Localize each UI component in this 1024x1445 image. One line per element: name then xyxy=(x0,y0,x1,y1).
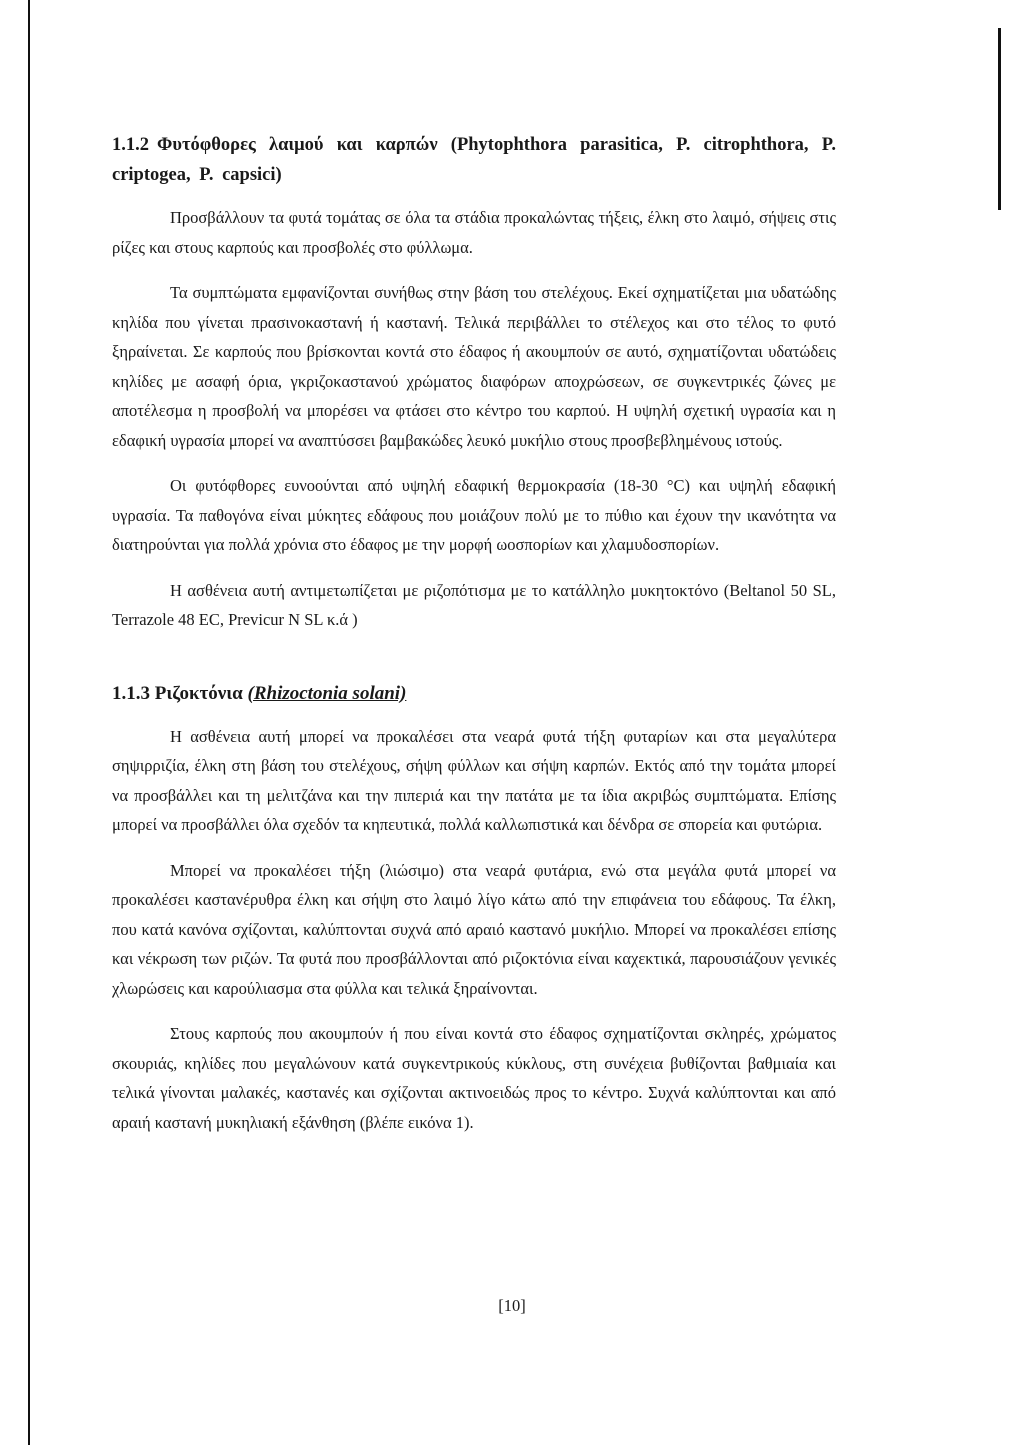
paragraph: Προσβάλλουν τα φυτά τομάτας σε όλα τα στάδια προκαλώντας τήξεις, έλκη στο λαιμό, σήψεις στις ρίζες και στους καρπούς και προσβολές στο φύλλωμα. xyxy=(112,208,836,257)
paragraph: Μπορεί να προκαλέσει τήξη (λιώσιμο) στα νεαρά φυτάρια, ενώ στα μεγάλα φυτά μπορεί να προκαλέσει καστανέρυθρα έλκη και σήψη στο λαιμό λίγο κάτω από την επιφάνεια του εδάφους. Τα έλκη, που κατά κανόνα σχίζονται, καλύπτονται συχνά από αραιό καστανό μυκήλιο. Μπορεί να προκαλέσει επίσης και νέκρωση των ριζών. Τα φυτά που προσβάλλονται από ριζοκτόνια είναι καχεκτικά, παρουσιάζουν γενικές χλωρώσεις και καρούλιασμα στα φύλλα και τελικά ξηραίνονται. xyxy=(112,860,836,998)
paragraph: Οι φυτόφθορες ευνοούνται από υψηλή εδαφική θερμοκρασία (18-30 °C) και υψηλή εδαφική υγρασία. Τα παθογόνα είναι μύκητες εδάφους που μοιάζουν πολύ με το πύθιο και έχουν την ικανότητα να διατηρούνται για πολλά χρόνια στο έδαφος με την μορφή ωοσπορίων και χλαμυδοσπορίων. xyxy=(112,476,836,554)
paragraph: Στους καρπούς που ακουμπούν ή που είναι κοντά στο έδαφος σχηματίζονται σκληρές, χρώματος σκουριάς, κηλίδες που μεγαλώνουν κατά συγκεντρικούς κύκλους, στη συνέχεια βυθίζονται βαθμιαία και τελικά γίνονται μαλακές, καστανές και σχίζονται ακτινοειδώς προς το κέντρο. Συχνά καλύπτονται και από αραιή καστανή μυκηλιακή εξάνθηση (βλέπε εικόνα 1). xyxy=(112,1024,836,1132)
heading-latin-name: (Rhizoctonia solani) xyxy=(247,682,407,704)
section-heading-1-1-3 xyxy=(112,679,836,709)
page-number: [10] xyxy=(498,1296,526,1315)
scan-edge-left xyxy=(28,0,30,1445)
section-heading-1-1-2 xyxy=(112,130,836,190)
paragraph: Τα συμπτώματα εμφανίζονται συνήθως στην βάση του στελέχους. Εκεί σχηματίζεται μια υδατώδης κηλίδα που γίνεται πρασινοκαστανή ή καστανή. Τελικά περιβάλλει το στέλεχος και στο τέλος το φυτό ξηραίνεται. Σε καρπούς που βρίσκονται κοντά στο έδαφος ή ακουμπούν σε αυτό, σχηματίζονται υδατώδεις κηλίδες με ασαφή όρια, γκριζοκαστανού χρώματος διαφόρων αποχρώσεων, σε συγκεντρικές ζώνες με αποτέλεσμα η προσβολή να μπορέσει να φτάσει στο κέντρο του καρπού. Η υψηλή σχετική υγρασία και η εδαφική υγρασία μπορεί να αναπτύσσει βαμβακώδες λευκό μυκήλιο στους προσβεβλημένους ιστούς. xyxy=(112,283,836,450)
scan-edge-right xyxy=(998,28,1001,210)
page-body xyxy=(112,130,836,1137)
heading-number: 1.1.2 xyxy=(112,135,149,155)
heading-text: Ριζοκτόνια xyxy=(154,682,243,704)
paragraph: Η ασθένεια αυτή μπορεί να προκαλέσει στα νεαρά φυτά τήξη φυταρίων και στα μεγαλύτερα σηψιρριζία, έλκη στη βάση του στελέχους, σήψη φύλλων και σήψη καρπών. Εκτός από την τομάτα μπορεί να προσβάλλει και τη μελιτζάνα και την πιπεριά και την πατάτα με τα ίδια ακριβώς συμπτώματα. Επίσης μπορεί να προσβάλλει όλα σχεδόν τα κηπευτικά, πολλά καλλωπιστικά και δένδρα σε σπορεία και φυτώρια. xyxy=(112,726,836,834)
paragraph: Η ασθένεια αυτή αντιμετωπίζεται με ριζοπότισμα με το κατάλληλο μυκητοκτόνο (Beltanol 50 SL, Terrazole 48 EC, Previcur N SL κ.ά ) xyxy=(112,580,836,629)
heading-text: Φυτόφθορες λαιμού και καρπών (Phytophthora parasitica, P. citrophthora, P. criptogea, P. capsici) xyxy=(112,135,836,185)
heading-number: 1.1.3 xyxy=(112,682,150,704)
